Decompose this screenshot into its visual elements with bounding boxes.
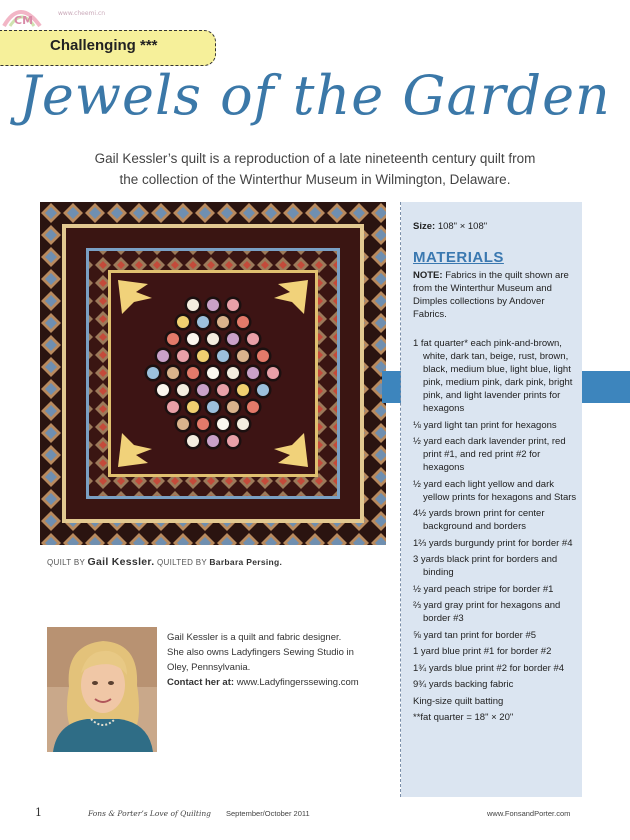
- materials-item: 3 yards black print for borders and binding: [413, 554, 558, 578]
- svg-text:CM: CM: [14, 14, 34, 27]
- materials-item: 1 yard blue print #1 for border #2: [413, 646, 552, 657]
- quilt-size: [413, 221, 487, 232]
- footer-website[interactable]: www.FonsandPorter.com: [487, 809, 571, 818]
- hexagon-flower-center: [217, 350, 229, 362]
- note-text: Fabrics in the quilt shown are from the Winterthur Museum and Dimples collections by Andover Fabrics.: [413, 270, 569, 320]
- hexagon-flower-center: [167, 333, 179, 345]
- materials-note: [413, 269, 573, 321]
- hexagon-flower-center: [217, 316, 229, 328]
- accent-stripe-right: [582, 371, 630, 403]
- issue-date: September/October 2011: [226, 809, 310, 818]
- size-value: 108" × 108": [437, 221, 488, 232]
- hexagon-flower-center: [197, 316, 209, 328]
- hexagon-flower-center: [267, 367, 279, 379]
- bio-line-1: Gail Kessler is a quilt and fabric designer.: [167, 632, 342, 643]
- hexagon-flower-center: [237, 350, 249, 362]
- contact-url[interactable]: www.Ladyfingerssewing.com: [236, 677, 359, 688]
- hexagon-flower-center: [167, 367, 179, 379]
- hexagon-flower-center: [177, 418, 189, 430]
- size-label: Size:: [413, 221, 436, 232]
- note-label: NOTE:: [413, 270, 443, 281]
- hexagon-flower-center: [177, 316, 189, 328]
- materials-item: ⅔ yard gray print for hexagons and border #3: [413, 600, 561, 624]
- hexagon-flower-center: [157, 384, 169, 396]
- contact-label: Contact her at:: [167, 677, 235, 688]
- hexagon-flower-center: [207, 435, 219, 447]
- hexagon-flower-center: [257, 350, 269, 362]
- watermark-text: www.cheemi.cn: [58, 10, 106, 17]
- materials-item: ⅝ yard tan print for border #5: [413, 629, 537, 641]
- intro-line-2: the collection of the Winterthur Museum in Wilmington, Delaware.: [119, 172, 511, 187]
- hexagon-flower-center: [187, 333, 199, 345]
- intro-line-1: Gail Kessler’s quilt is a reproduction of a late nineteenth century quilt from: [94, 151, 536, 166]
- hexagon-flower-center: [187, 435, 199, 447]
- hexagon-flower-center: [227, 367, 239, 379]
- magazine-name: Fons & Porter’s Love of Quilting: [88, 809, 211, 818]
- hexagon-flower-center: [237, 316, 249, 328]
- panel-divider: [400, 202, 401, 797]
- materials-item: ½ yard each light yellow and dark yellow prints for hexagons and Stars: [413, 478, 577, 503]
- materials-item: 4½ yards brown print for center background and borders: [413, 508, 545, 532]
- hexagon-flower-center: [187, 367, 199, 379]
- hexagon-flower-center: [247, 401, 259, 413]
- hexagon-flower-center: [177, 384, 189, 396]
- materials-item: 1⅔ yards burgundy print for border #4: [413, 537, 573, 549]
- quilted-by-label: QUILTED BY: [157, 558, 207, 567]
- materials-item: ½ yard each dark lavender print, red print #1, and red print #2 for hexagons: [413, 436, 566, 473]
- hexagon-flower-center: [187, 299, 199, 311]
- hexagon-flower-center: [197, 350, 209, 362]
- hexagon-flower-center: [227, 401, 239, 413]
- hexagon-flower-center: [237, 384, 249, 396]
- hexagon-flower-center: [177, 350, 189, 362]
- materials-heading: MATERIALS: [413, 249, 504, 266]
- accent-stripe-left: [382, 371, 402, 403]
- quilt-maker: Gail Kessler.: [87, 556, 155, 568]
- hexagon-flower-center: [217, 384, 229, 396]
- hexagon-flower-center: [207, 367, 219, 379]
- hexagon-flower-center: [247, 333, 259, 345]
- designer-portrait: [47, 627, 157, 752]
- quilter-name: Barbara Persing.: [209, 557, 283, 567]
- hexagon-flower-center: [207, 401, 219, 413]
- hexagon-flower-center: [227, 299, 239, 311]
- materials-item: ⅛ yard light tan print for hexagons: [413, 419, 557, 431]
- hexagon-flower-center: [147, 367, 159, 379]
- hexagon-flower-center: [227, 435, 239, 447]
- hexagon-flower-center: [157, 350, 169, 362]
- materials-item: 1 fat quarter* each pink-and-brown, white, dark tan, beige, rust, brown, black, medium blue, light blue, light pink, medium pink, dark pink, bright pink, and light lavender prints for hexagons: [413, 338, 573, 414]
- hexagon-flower-center: [217, 418, 229, 430]
- hexagon-flower-center: [247, 367, 259, 379]
- materials-list: [413, 337, 577, 728]
- quilt-by-label: QUILT BY: [47, 558, 85, 567]
- bio-contact: [167, 675, 382, 690]
- article-title: Jewels of the Garden: [19, 64, 611, 127]
- hexagon-flower-center: [187, 401, 199, 413]
- bio-line-3: Oley, Pennsylvania.: [167, 662, 251, 673]
- page-number: 1: [35, 806, 42, 819]
- hexagon-flower-center: [227, 333, 239, 345]
- quilt-credit: [47, 556, 282, 568]
- hexagon-flower-center: [237, 418, 249, 430]
- materials-item: ½ yard peach stripe for border #1: [413, 583, 554, 595]
- hexagon-flower-center: [257, 384, 269, 396]
- hexagon-flower-center: [207, 333, 219, 345]
- materials-item: **fat quarter = 18" × 20": [413, 712, 514, 723]
- quilt-photo: [40, 202, 386, 545]
- difficulty-label: Challenging ***: [50, 37, 158, 54]
- materials-item: 9¾ yards backing fabric: [413, 679, 514, 690]
- hexagon-flower-center: [197, 384, 209, 396]
- intro-text: [40, 148, 590, 190]
- materials-item: King-size quilt batting: [413, 695, 504, 707]
- designer-bio: [167, 630, 382, 690]
- materials-item: 1¾ yards blue print #2 for border #4: [413, 662, 565, 674]
- bio-line-2: She also owns Ladyfingers Sewing Studio in: [167, 647, 354, 658]
- hexagon-flower-center: [167, 401, 179, 413]
- hexagon-flower-center: [197, 418, 209, 430]
- hexagon-flower-center: [207, 299, 219, 311]
